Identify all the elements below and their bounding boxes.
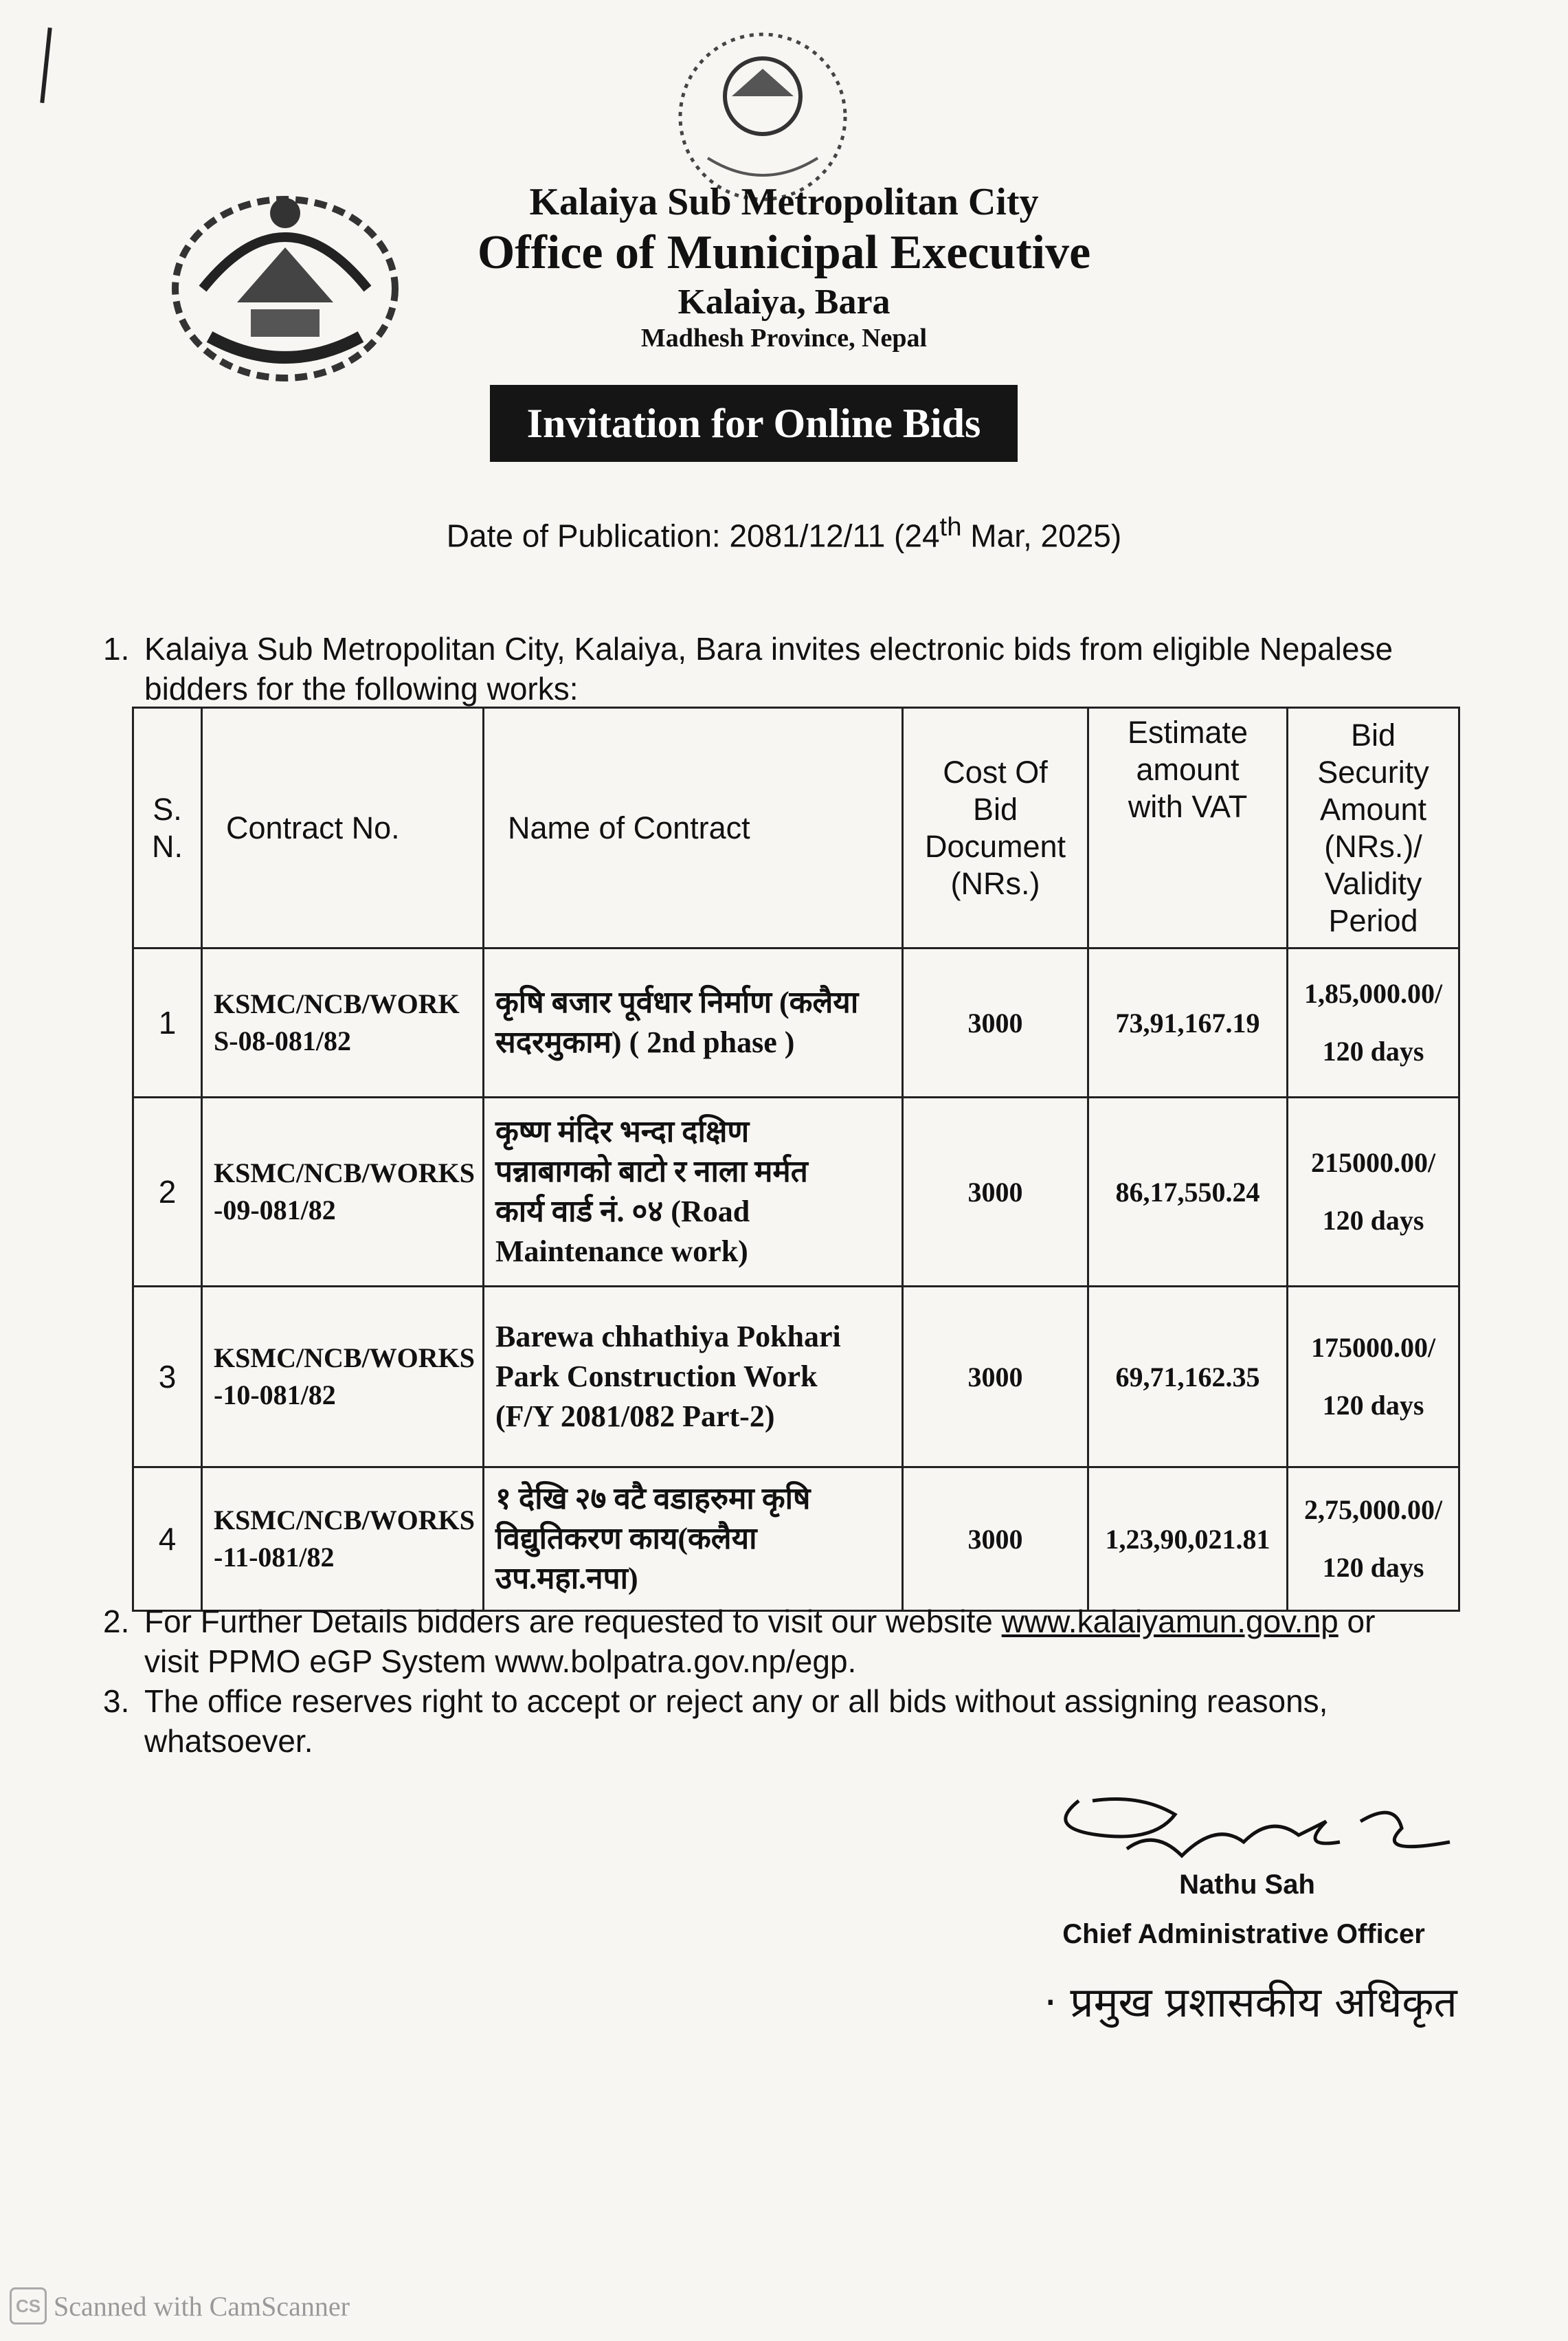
point-1-line-2: bidders for the following works: [144,671,579,707]
cell-cost: 3000 [903,1098,1088,1287]
cell-contract-no: KSMC/NCB/WORKS -09-081/82 [202,1098,484,1287]
notice-banner: Invitation for Online Bids [490,385,1018,462]
publication-date [0,512,1568,554]
cell-bid-security: 215000.00/ 120 days [1288,1098,1459,1287]
bids-table [132,707,1460,1612]
point-1-line-1: Kalaiya Sub Metropolitan City, Kalaiya, Bara invites electronic bids from eligible Nepalese [144,631,1393,667]
header-cost-of-bid-document: Cost Of Bid Document (NRs.) [903,708,1088,948]
cell-estimate: 86,17,550.24 [1088,1098,1288,1287]
cell-sn: 2 [133,1098,202,1287]
point-2-number: 2. [103,1604,130,1639]
table-row [133,1098,1459,1287]
city-name: Kalaiya Sub Metropolitan City [529,181,1039,223]
header-contract-no: Contract No. [202,708,484,948]
point-2-text: For Further Details bidders are requested to visit our website [144,1604,1002,1639]
signatory-title-nepali: · प्रमुख प्रशासकीय अधिकृत [1044,1979,1457,2027]
pen-mark [40,27,52,103]
office-name: Office of Municipal Executive [477,226,1091,279]
cell-estimate: 73,91,167.19 [1088,948,1288,1098]
point-1 [103,629,1477,709]
cell-name-of-contract: कृष्ण मंदिर भन्दा दक्षिण पन्नाबागको बाटो र नाला मर्मत कार्य वार्ड नं. ०४ (Road Maintenance work) [484,1098,903,1287]
province-name: Madhesh Province, Nepal [640,324,928,353]
point-2-line-2: visit PPMO eGP System www.bolpatra.gov.np/egp. [144,1643,857,1679]
signatory-title: Chief Administrative Officer [1062,1919,1425,1949]
point-3 [103,1681,1477,1761]
cell-bid-security: 175000.00/ 120 days [1288,1287,1459,1467]
table-row [133,1467,1459,1611]
table-row [133,1287,1459,1467]
cell-cost: 3000 [903,1287,1088,1467]
place-name: Kalaiya, Bara [677,282,891,322]
point-2 [103,1601,1477,1681]
cell-name-of-contract: कृषि बजार पूर्वधार निर्माण (कलैया सदरमुकाम) ( 2nd phase ) [484,948,903,1098]
point-1-number: 1. [103,631,130,667]
header-sn: S. N. [133,708,202,948]
signature-icon [1038,1773,1464,1870]
cell-estimate: 69,71,162.35 [1088,1287,1288,1467]
header-bid-security: Bid Security Amount (NRs.)/ Validity Period [1288,708,1459,948]
cell-bid-security: 2,75,000.00/ 120 days [1288,1467,1459,1611]
cell-contract-no: KSMC/NCB/WORK S-08-081/82 [202,948,484,1098]
cell-cost: 3000 [903,948,1088,1098]
cell-cost: 3000 [903,1467,1088,1611]
scanner-watermark-text: Scanned with CamScanner [54,2290,350,2322]
scanner-watermark [10,2289,350,2323]
table-header-row [133,708,1459,948]
camscanner-logo-icon: CS [10,2287,47,2325]
header-estimate-amount: Estimate amount with VAT [1088,708,1288,948]
cell-sn: 4 [133,1467,202,1611]
table-row [133,948,1459,1098]
cell-name-of-contract: Barewa chhathiya Pokhari Park Construction Work (F/Y 2081/082 Part-2) [484,1287,903,1467]
cell-name-of-contract: १ देखि २७ वटै वडाहरुमा कृषि विद्युतिकरण काय(कलैया उप.महा.नपा) [484,1467,903,1611]
cell-estimate: 1,23,90,021.81 [1088,1467,1288,1611]
point-3-line-1: The office reserves right to accept or reject any or all bids without assigning reasons, [144,1683,1328,1719]
cell-sn: 3 [133,1287,202,1467]
header-name-of-contract: Name of Contract [484,708,903,948]
point-2-text-end: or [1338,1604,1376,1639]
point-3-line-2: whatsoever. [144,1723,313,1759]
point-3-number: 3. [103,1683,130,1719]
cell-contract-no: KSMC/NCB/WORKS -11-081/82 [202,1467,484,1611]
publication-date-sup: th [939,512,962,542]
publication-date-suffix: Mar, 2025) [961,518,1122,554]
cell-bid-security: 1,85,000.00/ 120 days [1288,948,1459,1098]
publication-date-prefix: Date of Publication: 2081/12/11 (24 [446,518,940,554]
website-link[interactable]: www.kalaiyamun.gov.np [1001,1604,1339,1639]
cell-sn: 1 [133,948,202,1098]
cell-contract-no: KSMC/NCB/WORKS -10-081/82 [202,1287,484,1467]
signatory-name: Nathu Sah [1179,1870,1315,1900]
